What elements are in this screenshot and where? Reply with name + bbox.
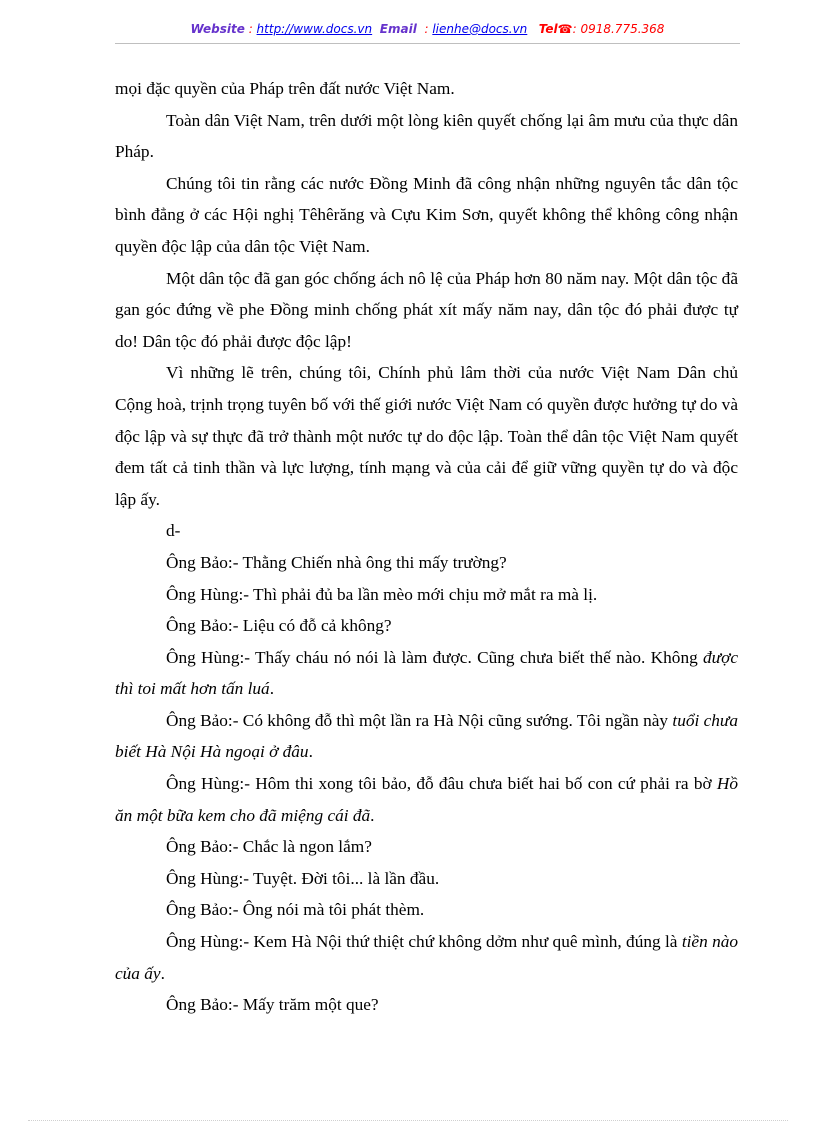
paragraph: mọi đặc quyền của Pháp trên đất nước Việt Nam.	[115, 79, 455, 98]
dialogue-line: Ông Bảo:- Mấy trăm một que?	[166, 995, 379, 1015]
dialogue-line: Ông Bảo:- Chắc là ngon lắm?	[166, 837, 372, 857]
paragraph: Toàn dân Việt Nam, trên dưới một lòng kiên quyết chống lại âm mưu của thực dân Pháp.	[115, 110, 738, 162]
document-body	[115, 73, 738, 1021]
tel-number: : 0918.775.368	[572, 22, 665, 36]
email-label: Email	[379, 22, 417, 36]
dialogue-line: Ông Hùng:- Tuyệt. Đời tôi... là lần đầu.	[166, 868, 440, 888]
dialogue-line: Ông Bảo:- Thằng Chiến nhà ông thi mấy trường?	[166, 552, 507, 572]
dialogue-line: Ông Hùng:- Thấy cháu nó nói là làm được. Cũng chưa biết thế nào. Không được thì toi mất hơn tấn luá.	[115, 647, 738, 699]
footer-divider	[28, 1120, 788, 1121]
phone-icon: ☎	[557, 22, 573, 36]
dialogue-line: Ông Bảo:- Liệu có đỗ cả không?	[166, 616, 392, 636]
email-link[interactable]: lienhe@docs.vn	[432, 22, 528, 36]
dialogue-line: Ông Hùng:- Thì phải đủ ba lần mèo mới chịu mở mắt ra mà lị.	[166, 584, 598, 604]
dialogue-line: Ông Hùng:- Kem Hà Nội thứ thiệt chứ không dởm như quê mình, đúng là tiền nào của ấy.	[115, 932, 739, 983]
page-header: Website : http://www.docs.vn Email : lienhe@docs.vn Tel☎: 0918.775.368	[190, 22, 665, 36]
paragraph: Một dân tộc đã gan góc chống ách nô lệ của Pháp hơn 80 năm nay. Một dân tộc đã gan góc đứng về phe Đồng minh chống phát xít mấy năm nay, dân tộc đó phải được tự do! Dân tộc đó phải được độc lập!	[115, 268, 738, 351]
paragraph: Chúng tôi tin rằng các nước Đồng Minh đã công nhận những nguyên tắc dân tộc bình đẳng ở các Hội nghị Têhêrăng và Cựu Kim Sơn, quyết không thể không công nhận quyền độc lập của dân tộc Việt Nam.	[115, 173, 738, 256]
paragraph: Vì những lẽ trên, chúng tôi, Chính phủ lâm thời của nước Việt Nam Dân chủ Cộng hoà, trịnh trọng tuyên bố với thế giới nước Việt Nam có quyền được hưởng tự do và độc lập và sự thực đã trở thành một nước tự do độc lập. Toàn thể dân tộc Việt Nam quyết đem tất cả tinh thần và lực lượng, tính mạng và của cải để giữ vững quyền tự do và độc lập ấy.	[115, 363, 738, 509]
header-divider	[115, 43, 740, 44]
website-link[interactable]: http://www.docs.vn	[256, 22, 373, 36]
dialogue-line: Ông Bảo:- Ông nói mà tôi phát thèm.	[166, 900, 425, 920]
website-label: Website	[190, 22, 245, 36]
tel-label: Tel	[538, 22, 558, 36]
section-marker: d-	[166, 521, 181, 541]
dialogue-line: Ông Bảo:- Có không đỗ thì một lần ra Hà Nội cũng sướng. Tôi ngần này tuổi chưa biết Hà Nội Hà ngoại ở đâu.	[115, 710, 738, 762]
dialogue-line: Ông Hùng:- Hôm thi xong tôi bảo, đỗ đâu chưa biết hai bố con cứ phải ra bờ Hồ ăn một bữa kem cho đã miệng cái đã.	[115, 774, 738, 825]
